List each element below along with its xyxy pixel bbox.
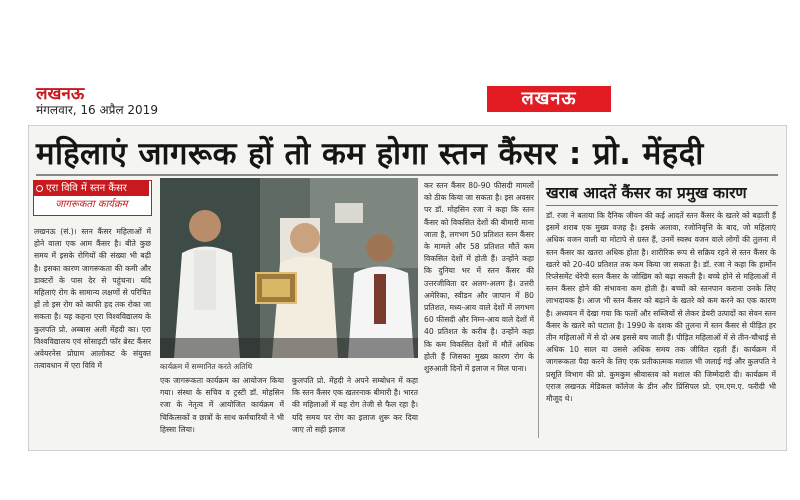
city-section-badge: लखनऊ [487,86,611,112]
article-headline: महिलाएं जागरूक हों तो कम होगा स्तन कैंसर : प्रो. मेंहदी [36,136,704,172]
kicker-text: एरा विवि में स्तन कैंसर [46,183,127,194]
sidebar-divider [546,205,778,206]
article-column-2a: एक जागरूकता कार्यक्रम का आयोजन किया गया। संस्था के सचिव व ट्रस्टी डॉ. मोहसिन रजा के नेतृत्व में आयोजित कार्यक्रम में चिकित्सकों व छात्रों के साथ कर्मचारियों ने भी हिस्सा लिया। [160,376,284,434]
sidebar-heading: खराब आदतें कैंसर का प्रमुख कारण [546,184,747,202]
article-column-3: कर स्तन कैंसर 80-90 फीसदी मामलों को ठीक किया जा सकता है। इस अवसर पर डॉ. मोहसिन रजा ने कहा कि स्तन कैंसर को विकसित देशों की बीमारी माना जाता है, लगभग 50 प्रतिशत स्तन कैंसर के मामले और 58 प्रतिशत मौतें कम विकसित देशों में होती हैं। उन्होंने कहा कि दुनिया भर में स्तन कैंसर की उत्तरजीविता दर अलग-अलग है। उत्तरी अमेरिका, स्वीडन और जापान में 80 प्रतिशत, मध्य-आय वाले देशों में लगभग 60 फीसदी और निम्न-आय वाले देशों में 40 प्रतिशत के करीब है। उन्होंने कहा कि कम विकसित देशों में मौतें अधिक होती हैं जिसका मुख्य कारण रोग के शुरुआती दिनों में इलाज न मिल पाना। [424,181,534,374]
headline-divider [36,174,778,176]
article-column-2b: कुलपति प्रो. मेंहदी ने अपने सम्बोधन में कहा कि स्तन कैंसर एक खतरनाक बीमारी है। भारत की महिलाओं में यह रोग तेजी से फैल रहा है। यदि समय पर रोग का इलाज शुरू कर दिया जाए तो सही इलाज [292,376,418,434]
sidebar-body: डॉ. रजा ने बताया कि दैनिक जीवन की कई आदतें स्तन कैंसर के खतरे को बढ़ाती हैं इसमें शराब एक मुख्य वजह है। इसके अलावा, रजोनिवृत्ति के बाद, जो महिलाएं अधिक वजन वाली या मोटापे से ग्रस्त हैं, उनमें स्वस्थ वजन वाले लोगों की तुलना में स्तन कैंसर का खतरा अधिक होता है। शारीरिक रूप से सक्रिय रहने से स्तन कैंसर के खतरे को 20-40 प्रतिशत तक कम किया जा सकता है। डॉ. रजा ने कहा कि हार्मोन रिप्लेसमेंट थेरेपी स्तन कैंसर के जोखिम को बढ़ा सकती है। बच्चे होने से महिलाओं में स्तन कैंसर होने की संभावना कम होती है। बच्चों को स्तनपान कराना उनके लिए लाभदायक है। आज भी स्तन कैंसर को बढ़ाने के खतरे को कम करने का एक कारण है। अध्ययन में देखा गया कि फलों और सब्जियों से लेकर डेयरी उत्पादों का सेवन स्तन कैंसर के खतरे को घटाता है। 1990 के दशक की तुलना में स्तन कैंसर से पीड़ित हर तीन महिलाओं में से दो अब इससे बच जाती हैं। पीड़ित महिलाओं में से तीन-चौथाई से अधिक 10 साल या उससे अधिक समय तक जीवित रहती हैं। कार्यक्रम में जागरूकता पैदा करने के लिए एक प्रतीकात्मक मशाल भी जलाई गई और कुलपति ने प्रसूति विभाग की प्रो. कुमकुम श्रीवास्तव को मशाल की जिम्मेदारी दी। कार्यक्रम में एराज लखनऊ मेडिकल कॉलेज के डीन और प्रिंसिपल प्रो. एम.एम.ए. फरीदी भी मौजूद थे। [546,211,776,404]
article-column-1: लखनऊ (सं.)। स्तन कैंसर महिलाओं में होने वाला एक आम कैंसर है। बीते कुछ समय में इसके रोगियों की संख्या भी बढ़ी है। इसका कारण जागरूकता की कमी और डाक्टरों के पास देर से पहुंचना। यदि महिलाएं रोग के सामान्य लक्षणों से परिचित हों तो इस रोग को काफी हद तक रोका जा सकता है। यह कहना एरा विश्वविद्यालय के कुलपति प्रो. अब्बास अली मेंहदी का। एरा विश्वविद्यालय एवं सोसाइटी फॉर ब्रेस्ट कैंसर अवेयरनेस प्रोग्राम आलोकट के संयुक्त तत्वावधान में एरा विवि में [34,227,151,371]
kicker-title [34,181,149,196]
kicker-subtitle: जागरूकता कार्यक्रम [55,199,128,210]
photo-caption: कार्यक्रम में सम्मानित करते अतिथि [160,362,253,371]
header-city-name: लखनऊ [36,84,85,104]
header-date: मंगलवार, 16 अप्रैल 2019 [36,103,158,117]
circle-bullet-icon [36,185,43,192]
column-divider [538,180,539,438]
event-photo [160,178,418,358]
